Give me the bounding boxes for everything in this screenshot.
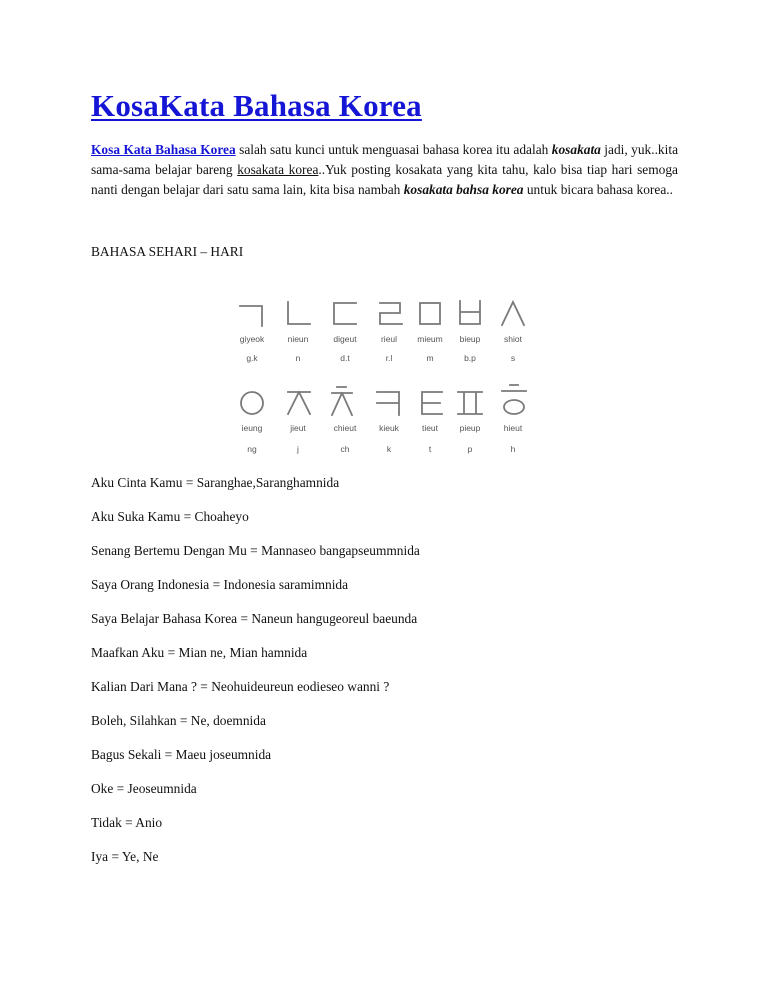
hangul-consonant-chart [232, 292, 532, 460]
phrase-item: Aku Suka Kamu = Choaheyo [91, 509, 249, 524]
consonant-name-label: shiot [504, 334, 522, 344]
consonant-name-label: ieung [241, 423, 263, 433]
consonant-romanization-label: n [295, 353, 301, 363]
phrase-item: Bagus Sekali = Maeu joseumnida [91, 747, 272, 762]
consonant-name-label: chieut [333, 423, 357, 433]
kosa-kata-link[interactable]: Kosa Kata Bahasa Korea [91, 142, 236, 157]
phrase-list [91, 474, 420, 882]
consonant-romanization-label: b.p [464, 353, 476, 363]
consonant-romanization-label: k [386, 444, 392, 454]
intro-emphasis-1: kosakata [551, 142, 601, 157]
consonant-name-label: hieut [503, 423, 523, 433]
intro-emphasis-2: kosakata bahsa korea [403, 182, 524, 197]
consonant-name-label: giyeok [239, 334, 265, 344]
phrase-item: Kalian Dari Mana ? = Neohuideureun eodieseo wanni ? [91, 679, 390, 694]
phrase-item: Iya = Ye, Ne [91, 849, 159, 864]
intro-text-1: salah satu kunci untuk menguasai bahasa korea itu adalah [235, 142, 552, 157]
consonant-name-label: mieum [417, 334, 443, 344]
consonant-name-label: tieut [421, 423, 439, 433]
intro-text-3: ..Yuk posting kosakata yang kita tahu, kalo bisa tiap hari semoga nanti dengan belajar dari satu sama lain, kita bisa nambah [91, 162, 679, 197]
consonant-name-label: digeut [333, 334, 357, 344]
consonant-name-label: pieup [459, 423, 481, 433]
phrase-item: Oke = Jeoseumnida [91, 781, 197, 796]
phrase-item: Maafkan Aku = Mian ne, Mian hamnida [91, 645, 308, 660]
consonant-romanization-label: j [297, 444, 299, 454]
phrase-item: Saya Orang Indonesia = Indonesia saramimnida [91, 577, 349, 592]
consonant-romanization-label: ch [340, 444, 350, 454]
hangul-chart-graphic [232, 292, 532, 460]
consonant-name-label: kieuk [379, 423, 399, 433]
phrase-item: Senang Bertemu Dengan Mu = Mannaseo bangapseummnida [91, 543, 420, 558]
phrase-item: Saya Belajar Bahasa Korea = Naneun hangugeoreul baeunda [91, 611, 418, 626]
intro-text-2: jadi, yuk..kita sama-sama belajar bareng [91, 142, 679, 177]
consonant-romanization-label: g.k [246, 353, 258, 363]
consonant-name-label: jieut [290, 423, 306, 433]
consonant-romanization-label: s [510, 353, 516, 363]
consonant-romanization-label: h [510, 444, 516, 454]
consonant-romanization-label: p [467, 444, 473, 454]
consonant-name-label: nieun [287, 334, 309, 344]
consonant-name-label: bieup [459, 334, 481, 344]
consonant-name-label: rieul [380, 334, 398, 344]
page-title: KosaKata Bahasa Korea [91, 88, 422, 123]
consonant-romanization-label: ng [247, 444, 257, 454]
phrase-item: Tidak = Anio [91, 815, 163, 830]
intro-paragraph [91, 140, 678, 200]
consonant-romanization-label: r.l [385, 353, 393, 363]
phrase-item: Aku Cinta Kamu = Saranghae,Saranghamnida [91, 475, 340, 490]
section-heading: BAHASA SEHARI – HARI [91, 244, 244, 259]
consonant-romanization-label: t [428, 444, 432, 454]
phrase-item: Boleh, Silahkan = Ne, doemnida [91, 713, 266, 728]
kosakata-korea-link[interactable]: kosakata korea [237, 162, 319, 177]
consonant-romanization-label: m [426, 353, 434, 363]
intro-text-4: untuk bicara bahasa korea.. [523, 182, 673, 197]
consonant-romanization-label: d.t [340, 353, 350, 363]
